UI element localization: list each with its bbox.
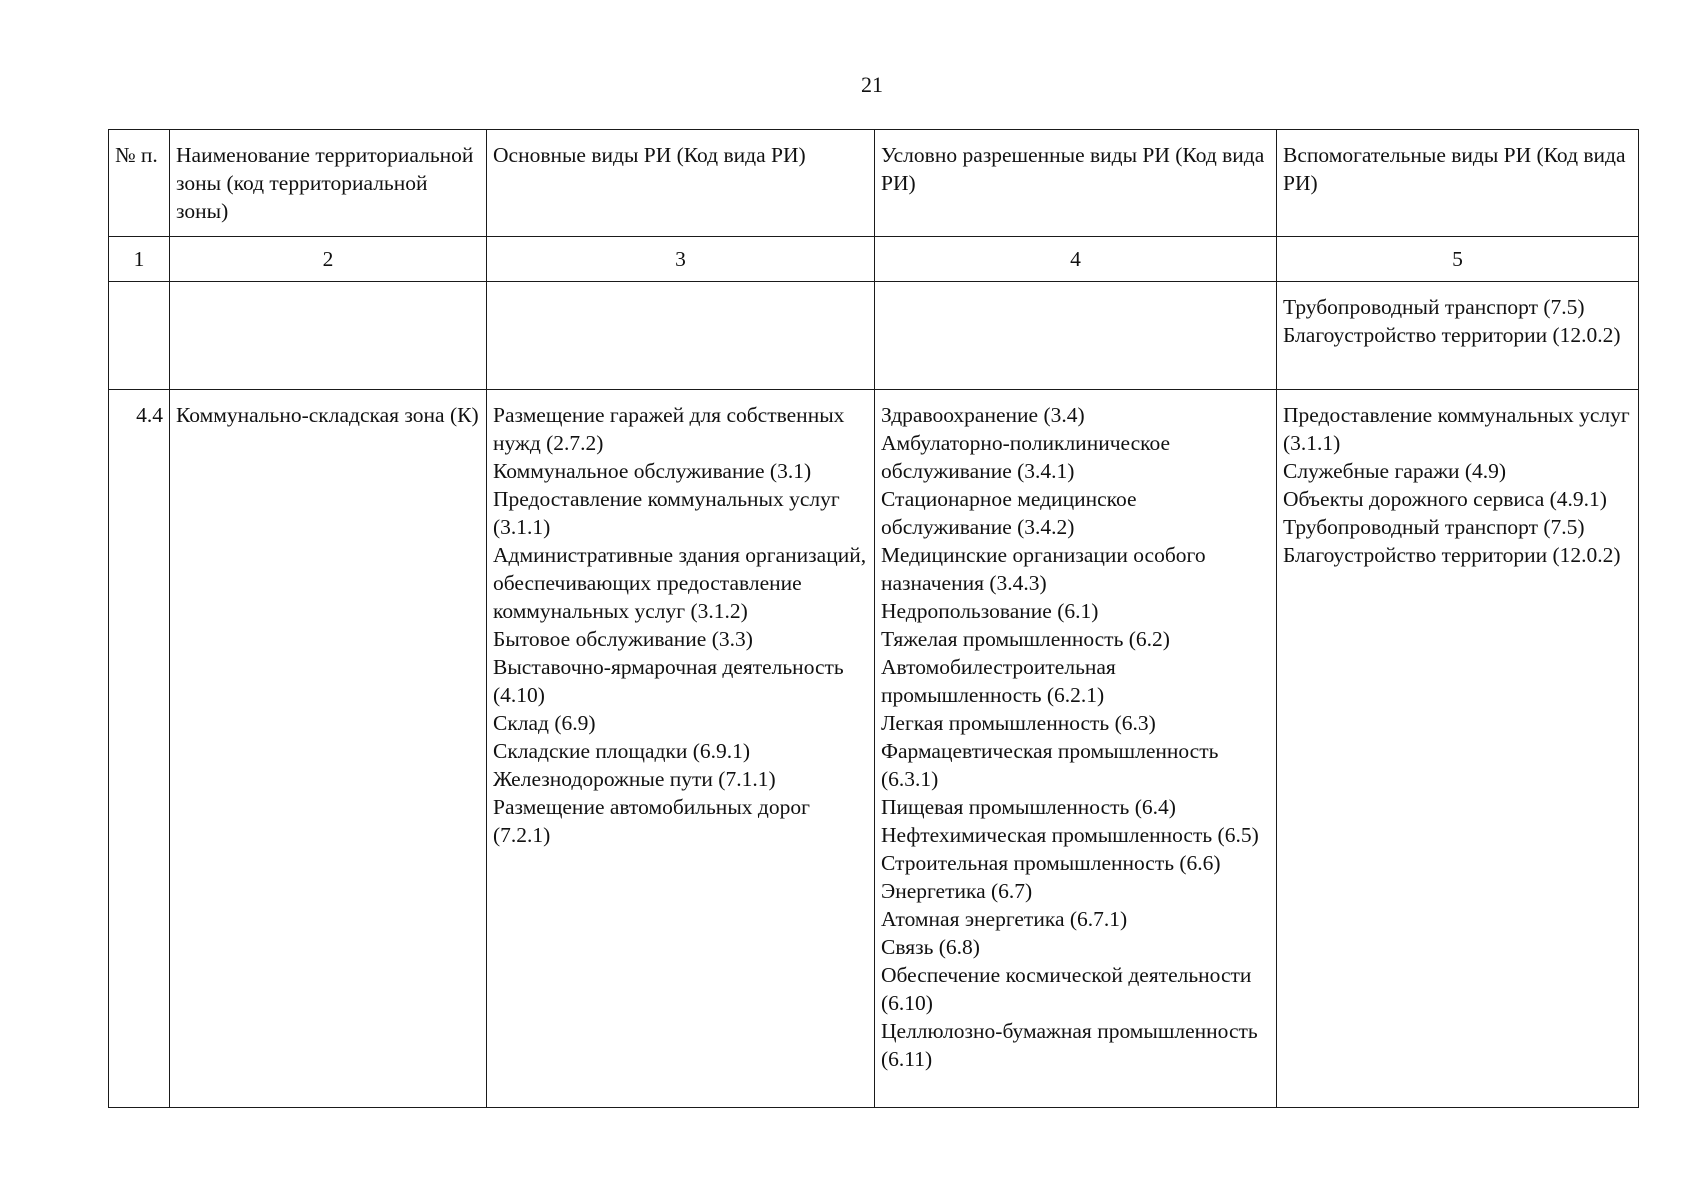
use-item: Предоставление коммунальных услуг (3.1.1): [1283, 403, 1630, 455]
empty-cell: [875, 282, 1277, 390]
use-item: Выставочно-ярмарочная деятельность (4.10): [493, 655, 844, 707]
use-item: Трубопроводный транспорт (7.5): [1283, 295, 1585, 319]
use-item: Складские площадки (6.9.1): [493, 739, 751, 763]
use-item: Пищевая промышленность (6.4): [881, 795, 1176, 819]
use-item: Стационарное медицинское обслуживание (3.4.2): [881, 487, 1137, 539]
page-number: 21: [861, 72, 883, 97]
use-item: Атомная энергетика (6.7.1): [881, 907, 1128, 931]
use-item: Размещение автомобильных дорог (7.2.1): [493, 795, 810, 847]
use-item: Коммунальное обслуживание (3.1): [493, 459, 812, 483]
auxiliary-uses-cell: [1277, 390, 1639, 1108]
header-cell-main-uses: Основные виды РИ (Код вида РИ): [487, 130, 875, 237]
use-item: Трубопроводный транспорт (7.5): [1283, 515, 1585, 539]
continuation-auxiliary-cell: [1277, 282, 1639, 390]
header-cell-number: № п.: [109, 130, 170, 237]
use-item: Строительная промышленность (6.6): [881, 851, 1221, 875]
use-item: Здравоохранение (3.4): [881, 403, 1085, 427]
use-item: Амбулаторно-поликлиническое обслуживание (3.4.1): [881, 431, 1171, 483]
use-item: Нефтехимическая промышленность (6.5): [881, 823, 1259, 847]
use-item: Целлюлозно-бумажная промышленность (6.11): [881, 1019, 1258, 1071]
use-item: Служебные гаражи (4.9): [1283, 459, 1507, 483]
use-item: Размещение гаражей для собственных нужд (2.7.2): [493, 403, 845, 455]
use-item: Связь (6.8): [881, 935, 980, 959]
use-item: Бытовое обслуживание (3.3): [493, 627, 753, 651]
use-item: Склад (6.9): [493, 711, 596, 735]
zone-name-cell: Коммунально-складская зона (К): [170, 390, 487, 1108]
use-item: Предоставление коммунальных услуг (3.1.1): [493, 487, 840, 539]
use-item: Фармацевтическая промышленность (6.3.1): [881, 739, 1219, 791]
use-item: Тяжелая промышленность (6.2): [881, 627, 1170, 651]
empty-cell: [109, 282, 170, 390]
header-cell-zone-name: Наименование территориальной зоны (код территориальной зоны): [170, 130, 487, 237]
empty-cell: [170, 282, 487, 390]
column-index-cell: 2: [170, 237, 487, 282]
header-cell-auxiliary-uses: Вспомогательные виды РИ (Код вида РИ): [1277, 130, 1639, 237]
column-index-cell: 4: [875, 237, 1277, 282]
table-header-row: [109, 130, 1639, 237]
zoning-table: [108, 129, 1639, 1108]
continuation-row: [109, 282, 1639, 390]
use-item: Энергетика (6.7): [881, 879, 1033, 903]
use-item: Медицинские организации особого назначения (3.4.3): [881, 543, 1206, 595]
use-item: Легкая промышленность (6.3): [881, 711, 1156, 735]
use-item: Благоустройство территории (12.0.2): [1283, 543, 1621, 567]
column-index-cell: 5: [1277, 237, 1639, 282]
row-number-cell: 4.4: [109, 390, 170, 1108]
header-cell-conditional-uses: Условно разрешенные виды РИ (Код вида РИ): [875, 130, 1277, 237]
use-item: Автомобилестроительная промышленность (6.2.1): [881, 655, 1116, 707]
use-item: Объекты дорожного сервиса (4.9.1): [1283, 487, 1607, 511]
column-index-cell: 3: [487, 237, 875, 282]
use-item: Благоустройство территории (12.0.2): [1283, 323, 1621, 347]
column-index-row: [109, 237, 1639, 282]
use-item: Обеспечение космической деятельности (6.10): [881, 963, 1252, 1015]
main-uses-cell: [487, 390, 875, 1108]
use-item: Административные здания организаций, обеспечивающих предоставление коммунальных услуг (3.1.2): [493, 543, 867, 623]
use-item: Недропользование (6.1): [881, 599, 1099, 623]
empty-cell: [487, 282, 875, 390]
use-item: Железнодорожные пути (7.1.1): [493, 767, 776, 791]
conditional-uses-cell: [875, 390, 1277, 1108]
table-row: [109, 390, 1639, 1108]
column-index-cell: 1: [109, 237, 170, 282]
